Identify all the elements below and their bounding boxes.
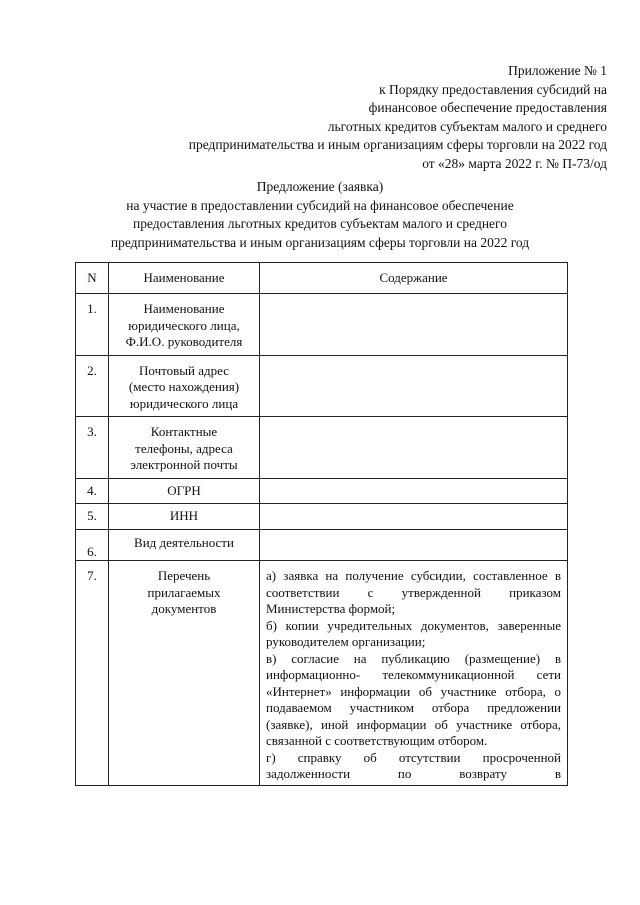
row-content-cell[interactable]	[260, 478, 568, 504]
row-name	[109, 478, 260, 504]
table-row	[76, 294, 568, 356]
application-form-table	[75, 262, 568, 786]
row-name	[109, 417, 260, 479]
column-header-number: N	[76, 263, 109, 294]
table-row	[76, 417, 568, 479]
row-content-cell[interactable]	[260, 417, 568, 479]
request-title-line: на участие в предоставлении субсидий на финансовое обеспечение	[126, 197, 514, 213]
row-number: 3.	[76, 417, 109, 479]
request-title	[0, 178, 640, 252]
row-name	[109, 294, 260, 356]
row-name-line: Наименование	[143, 301, 225, 316]
request-title-line: предпринимательства и иным организациям сферы торговли на 2022 год	[110, 234, 530, 250]
table-row	[76, 529, 568, 561]
table-row	[76, 504, 568, 530]
attached-documents-list	[260, 561, 568, 786]
row-name-line: ОГРН	[167, 482, 201, 498]
row-name	[109, 504, 260, 530]
row-name-line: документов	[151, 601, 217, 616]
row-name-line: электронной почты	[130, 457, 238, 472]
row-name-line: юридического лица,	[128, 317, 240, 333]
appendix-line: льготных кредитов субъектам малого и среднего	[327, 118, 607, 134]
appendix-line: предпринимательства и иным организациям сферы торговли на 2022 год	[188, 137, 607, 153]
appendix-line: к Порядку предоставления субсидий на	[379, 81, 607, 97]
table-row	[76, 561, 568, 786]
document-item-b: б) копии учредительных документов, заверенные руководителем организации;	[266, 617, 561, 649]
row-number: 7.	[76, 561, 109, 786]
request-title-line: Предложение (заявка)	[256, 179, 384, 194]
row-number: 2.	[76, 355, 109, 417]
row-name-line: телефоны, адреса	[135, 440, 233, 456]
appendix-line: финансовое обеспечение предоставления	[368, 100, 607, 116]
row-content-cell[interactable]	[260, 529, 568, 561]
column-header-name: Наименование	[109, 263, 260, 294]
table-row	[76, 478, 568, 504]
row-name	[109, 529, 260, 561]
request-title-line: предоставления льготных кредитов субъектам малого и среднего	[133, 216, 507, 232]
row-content-cell[interactable]	[260, 355, 568, 417]
row-number: 4.	[76, 478, 109, 504]
document-item-v: в) согласие на публикацию (размещение) в информационно- телекоммуникационной сети «Интернет» информации об участнике отбора, о подаваемом участником отбора предложении (заявке), иной информации об участнике отбора, связанной с соответствующим отбором.	[266, 650, 561, 748]
row-content-cell[interactable]	[260, 504, 568, 530]
row-name-line: прилагаемых	[147, 584, 221, 600]
document-item-g: г) справку об отсутствии просроченной задолженности по возврату в	[266, 749, 561, 781]
appendix-line: Приложение № 1	[508, 63, 607, 78]
row-number: 6.	[76, 529, 109, 561]
table-header-row	[76, 263, 568, 294]
row-name-line: Вид деятельности	[134, 534, 234, 550]
row-name-line: Ф.И.О. руководителя	[125, 334, 243, 349]
row-name-line: ИНН	[169, 508, 199, 523]
row-name-line: Перечень	[157, 568, 211, 583]
row-number: 1.	[76, 294, 109, 356]
column-header-content: Содержание	[260, 263, 568, 294]
table-row	[76, 355, 568, 417]
row-name-line: (место нахождения)	[128, 379, 240, 394]
appendix-line: от «28» марта 2022 г. № П-73/од	[422, 155, 607, 171]
row-name	[109, 561, 260, 786]
row-content-cell[interactable]	[260, 294, 568, 356]
document-item-a: а) заявка на получение субсидии, составленное в соответствии с утвержденной приказом Министерства формой;	[266, 568, 561, 616]
row-number: 5.	[76, 504, 109, 530]
appendix-header	[189, 62, 607, 174]
row-name	[109, 355, 260, 417]
row-name-line: Почтовый адрес	[139, 362, 229, 378]
row-name-line: юридического лица	[129, 395, 239, 411]
row-name-line: Контактные	[150, 424, 218, 439]
